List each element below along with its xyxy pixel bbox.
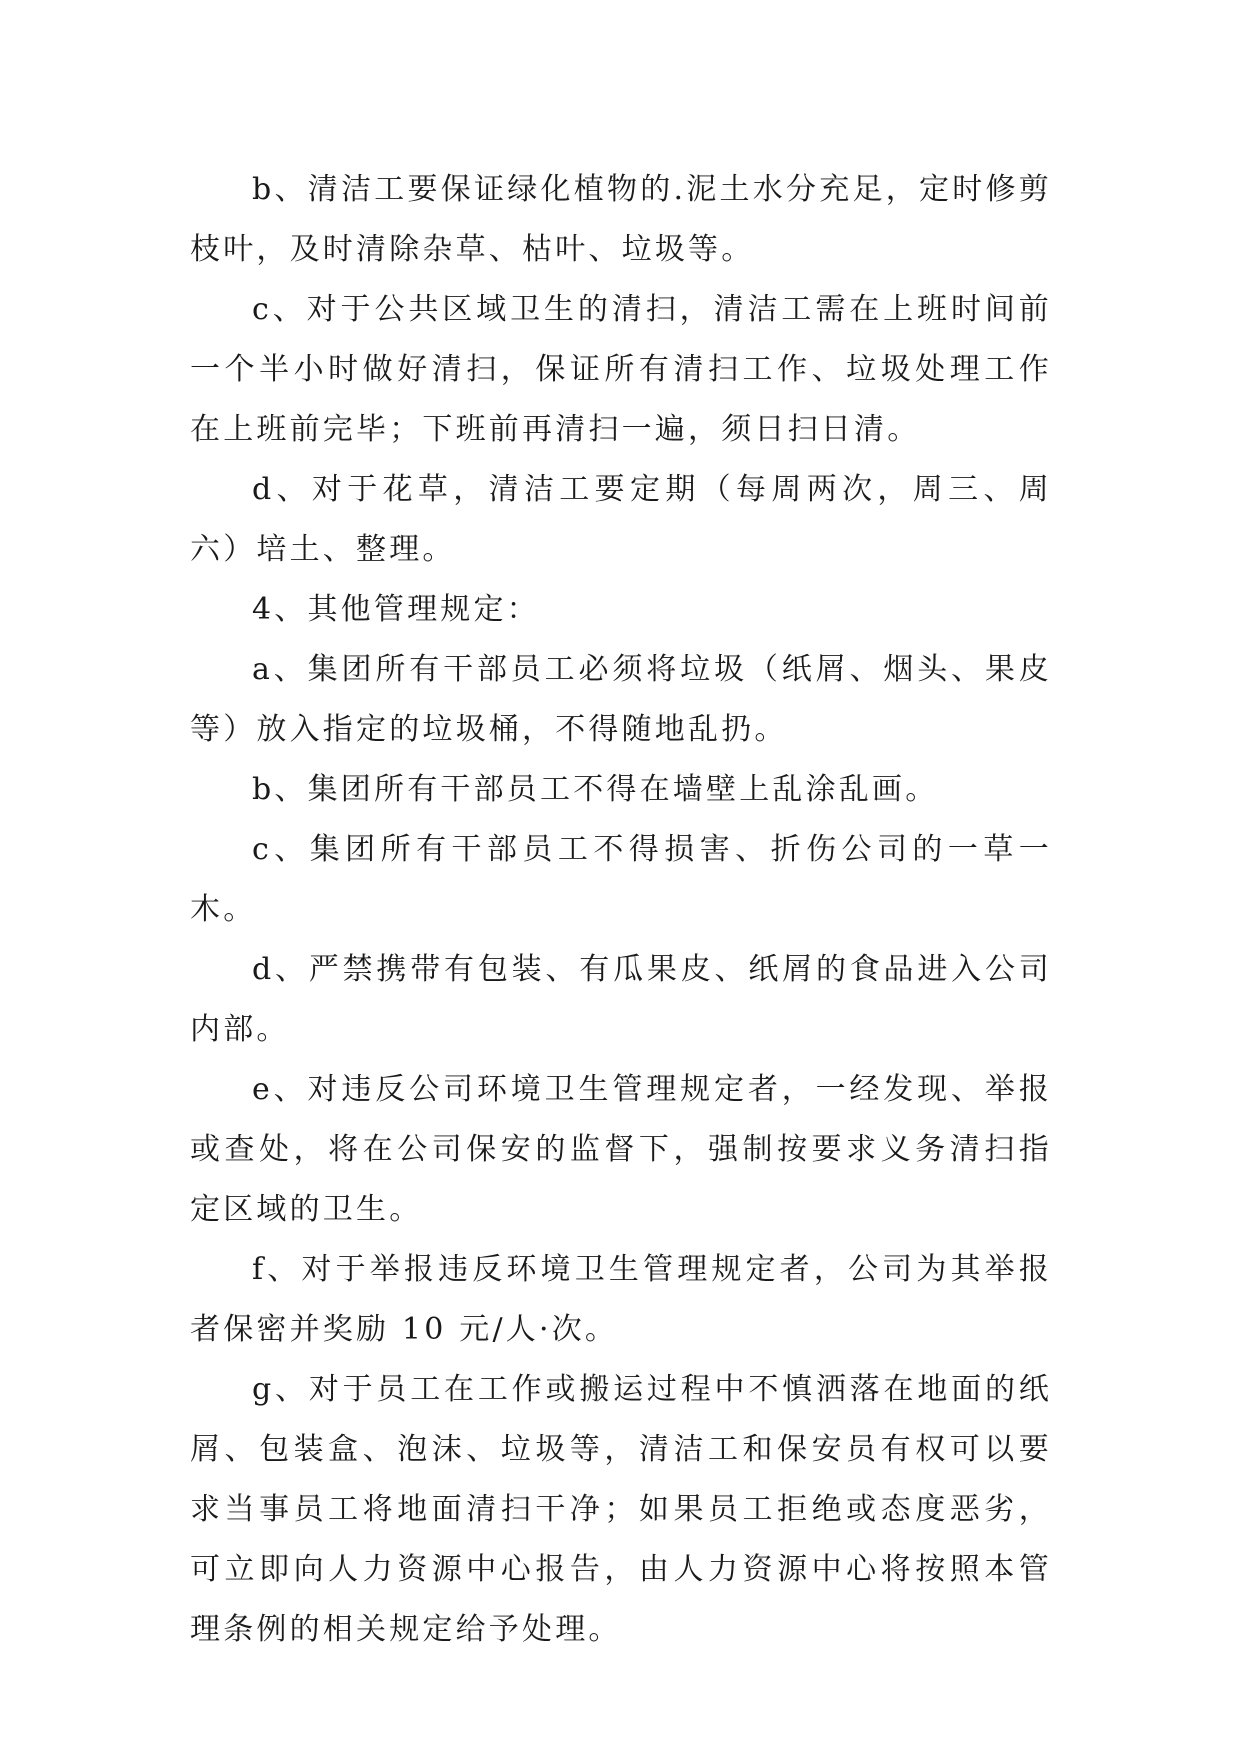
paragraph-c-public-area: c、对于公共区域卫生的清扫，清洁工需在上班时间前一个半小时做好清扫，保证所有清扫工作、垃圾处理工作在上班前完毕；下班前再清扫一遍，须日扫日清。	[190, 292, 1052, 447]
paragraph-f-reward: f、对于举报违反环境卫生管理规定者，公司为其举报者保密并奖励 10 元/人·次。	[190, 1252, 1052, 1347]
paragraph-b-graffiti: b、集团所有干部员工不得在墙壁上乱涂乱画。	[252, 772, 939, 807]
section-heading-other-rules: 4、其他管理规定：	[252, 592, 540, 627]
paragraph-d-food: d、严禁携带有包装、有瓜果皮、纸屑的食品进入公司内部。	[190, 952, 1052, 1047]
paragraph-d-flowers: d、对于花草，清洁工要定期（每周两次，周三、周六）培土、整理。	[190, 472, 1052, 567]
paragraph-c-plants: c、集团所有干部员工不得损害、折伤公司的一草一木。	[190, 832, 1052, 927]
paragraph-b-greenery: b、清洁工要保证绿化植物的.泥土水分充足，定时修剪枝叶，及时清除杂草、枯叶、垃圾等。	[190, 172, 1052, 267]
paragraph-g-spills: g、对于员工在工作或搬运过程中不慎洒落在地面的纸屑、包装盒、泡沫、垃圾等，清洁工和保安员有权可以要求当事员工将地面清扫干净；如果员工拒绝或态度恶劣，可立即向人力资源中心报告，由人力资源中心将按照本管理条例的相关规定给予处理。	[190, 1372, 1052, 1647]
paragraph-a-litter: a、集团所有干部员工必须将垃圾（纸屑、烟头、果皮等）放入指定的垃圾桶，不得随地乱扔。	[190, 652, 1052, 747]
paragraph-e-violations: e、对违反公司环境卫生管理规定者，一经发现、举报或查处，将在公司保安的监督下，强制按要求义务清扫指定区域的卫生。	[190, 1072, 1052, 1227]
document-body	[190, 160, 1052, 1660]
